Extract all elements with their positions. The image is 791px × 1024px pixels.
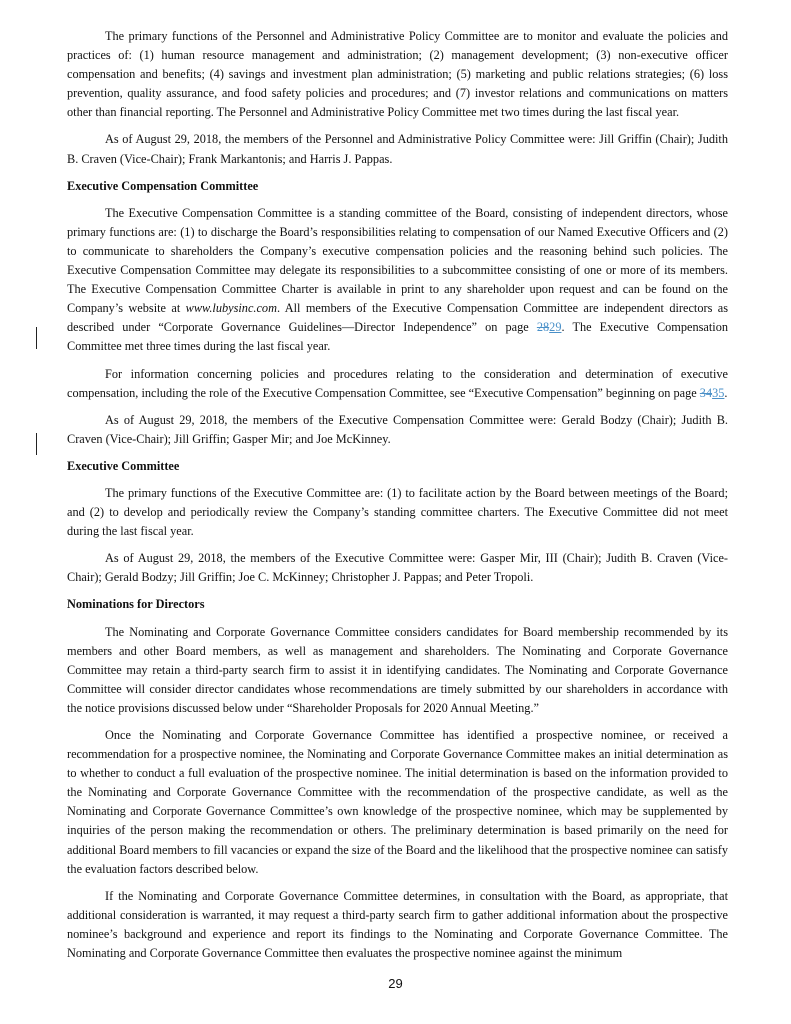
paragraph-nominations-candidates: The Nominating and Corporate Governance Committee considers candidates for Board membership recommended by its members and other Board members, as well as management and shareholders. The Nominating and Corporate Governance Committee may retain a third-party search firm to assist it in identifying candidates. The Nominating and Corporate Governance Committee will consider director candidates whose recommendations are timely submitted by our shareholders in accordance with the notice provisions discussed below under “Shareholder Proposals for 2020 Annual Meeting.” xyxy=(67,624,728,715)
paragraph-executive-committee-functions: The primary functions of the Executive Committee are: (1) to facilitate action by the Board between meetings of the Board; and (2) to develop and periodically review the Company’s standing committee charters. The Executive Committee did not meet during the last fiscal year. xyxy=(67,485,728,539)
text-segment: The Executive Compensation Committee is a standing committee of the Board, consisting of independent directors, whose primary functions are: (1) to discharge the Board’s responsibilities relating to compensation of our Named Executive Officers and (2) to communicate to shareholders the Company’s executive compensation policies and the reasoning behind such policies. The Executive Compensation Committee may delegate its responsibilities to a subcommittee consisting of one or more of its members. The Executive Compensation Committee Charter is available in print to any shareholder upon request and can be found on the Company’s website at xyxy=(67,205,728,316)
text-segment: For information concerning policies and procedures relating to the consideration and determination of executive compensation, including the role of the Executive Compensation Committee, see “Executive Compensation” beginning on page xyxy=(67,366,728,400)
deleted-page-reference: 34 xyxy=(699,385,713,400)
inserted-page-reference: 29 xyxy=(549,320,562,335)
paragraph-executive-compensation-policies xyxy=(67,365,728,403)
heading-executive-compensation-committee: Executive Compensation Committee xyxy=(67,178,259,193)
paragraph-nominations-additional: If the Nominating and Corporate Governance Committee determines, in consultation with the Board, as appropriate, that additional consideration is warranted, it may request a third-party search firm to gather additional information about the prospective nominee’s background and experience and report its findings to the Nominating and Corporate Governance Committee. The Nominating and Corporate Governance Committee then evaluates the prospective nominee against the minimum xyxy=(67,888,728,961)
document-body xyxy=(67,27,728,971)
heading-executive-committee: Executive Committee xyxy=(67,458,180,473)
paragraph-executive-committee-members: As of August 29, 2018, the members of the Executive Committee were: Gasper Mir, III (Chair); Judith B. Craven (Vice-Chair); Gerald Bodzy; Jill Griffin; Joe C. McKinney; Christopher J. Pappas; and Peter Tropoli. xyxy=(67,551,728,585)
paragraph-executive-compensation-functions xyxy=(67,204,728,357)
heading-nominations-for-directors: Nominations for Directors xyxy=(67,597,205,612)
revision-change-bar xyxy=(36,327,37,349)
paragraph-personnel-members: As of August 29, 2018, the members of the Personnel and Administrative Policy Committee were: Jill Griffin (Chair); Judith B. Craven (Vice-Chair); Frank Markantonis; and Harris J. Pappas. xyxy=(67,132,728,166)
inserted-page-reference: 35 xyxy=(712,385,725,400)
page-number: 29 xyxy=(388,976,403,991)
text-segment: . All members of the Executive Compensation Committee are independent directors as described under “Corporate Governance Guidelines—Director Independence” on page xyxy=(67,301,728,335)
revision-change-bar xyxy=(36,433,37,455)
website-url: www.lubysinc.com xyxy=(185,301,277,316)
paragraph-personnel-functions: The primary functions of the Personnel and Administrative Policy Committee are to monitor and evaluate the policies and practices of: (1) human resource management and administration; (2) management development; (3) non-executive officer compensation and benefits; (4) savings and investment plan administration; (5) marketing and public relations strategies; (6) loss prevention, quality assurance, and food safety policies and procedures; and (7) investor relations and communications on matters other than financial reporting. The Personnel and Administrative Policy Committee met two times during the last fiscal year. xyxy=(67,29,728,120)
text-segment: . xyxy=(724,385,728,400)
paragraph-nominations-evaluation: Once the Nominating and Corporate Governance Committee has identified a prospective nominee, or received a recommendation for a prospective nominee, the Nominating and Corporate Governance Committee makes an initial determination as to whether to conduct a full evaluation of the prospective nominee. The initial determination is based on the information provided to the Nominating and Corporate Governance Committee with the recommendation of the prospective candidate, as well as the Nominating and Corporate Governance Committee’s own knowledge of the prospective nominee, which may be supplemented by inquiries of the person making the recommendation or others. The preliminary determination is based primarily on the need for additional Board members to fill vacancies or expand the size of the Board and the likelihood that the prospective nominee can satisfy the evaluation factors described below. xyxy=(67,728,728,876)
text-segment: . The Executive Compensation Committee met three times during the last fiscal year. xyxy=(67,320,728,354)
paragraph-executive-compensation-members: As of August 29, 2018, the members of the Executive Compensation Committee were: Gerald Bodzy (Chair); Judith B. Craven (Vice-Chair); Jill Griffin; Gasper Mir; and Joe McKinney. xyxy=(67,412,728,446)
deleted-page-reference: 28 xyxy=(536,320,550,335)
